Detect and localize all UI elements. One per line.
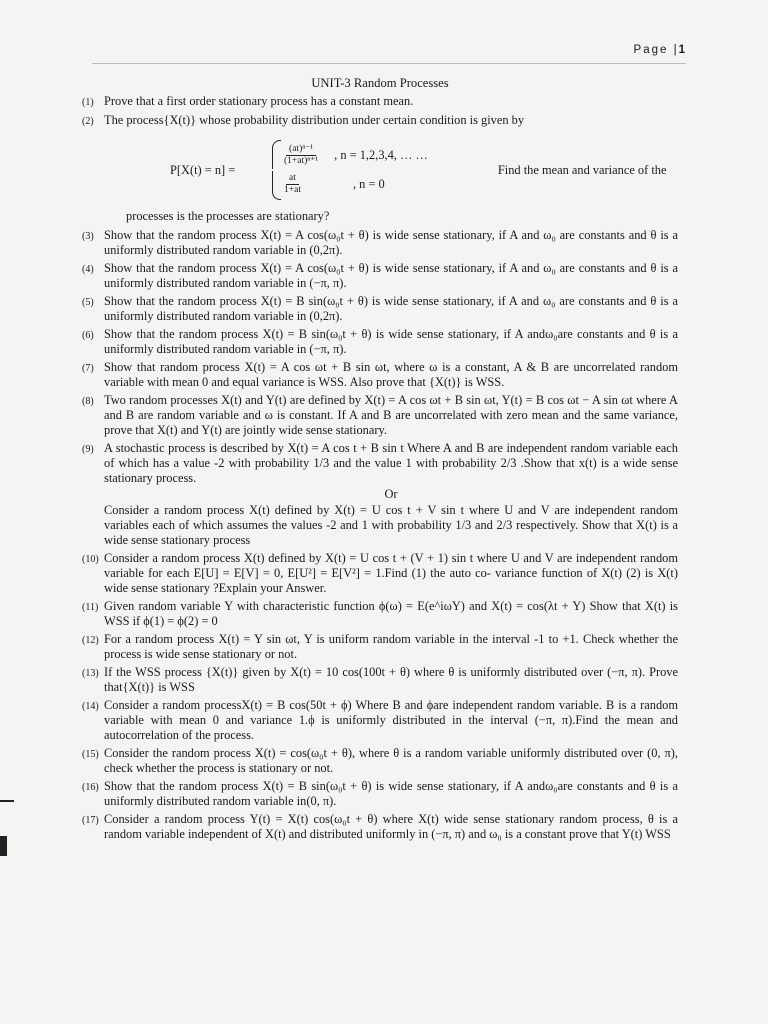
question-12 (82, 632, 678, 662)
question-text: The process{X(t)} whose probability distribution under certain condition is given by (104, 113, 525, 127)
fraction (284, 173, 301, 196)
formula-lhs: P[X(t) = n] = (170, 162, 236, 177)
question-text: Consider a random processX(t) = B cos(50t + ϕ) Where B and ϕare independent random variable. B is a random variable with mean 0 and variance 1.ϕ is uniformly distributed in the interval (−π, π).Find the mean and autocorrelation of the process. (104, 698, 678, 742)
fraction (284, 144, 318, 167)
question-number: (13) (82, 668, 99, 679)
question-number: (11) (82, 602, 99, 613)
question-15 (82, 746, 678, 776)
question-text: Consider the random process X(t) = cos(ω₀t + θ), where θ is a random variable uniformly distributed over (0, π), check whether the process is stationary or not. (104, 746, 678, 775)
case-condition: , n = 0 (352, 177, 385, 191)
question-3 (82, 228, 678, 258)
document-body (82, 76, 678, 845)
question-text: Prove that a first order stationary process has a constant mean. (104, 94, 414, 108)
scan-edge-mark (0, 836, 7, 856)
question-text: Two random processes X(t) and Y(t) are defined by X(t) = A cos ωt + B sin ωt, Y(t) = B cos ωt − A sin ωt where A and B are random variable and ω is constant. If A and B are uncorrelated with zero mean and the same variance, prove that X(t) and Y(t) are jointly wide sense stationary. (104, 393, 678, 437)
question-number: (2) (82, 116, 94, 127)
unit-title: UNIT-3 Random Processes (311, 76, 449, 90)
question-number: (12) (82, 635, 99, 646)
left-brace (266, 140, 280, 200)
question-4 (82, 261, 678, 291)
case-condition: , n = 1,2,3,4, … … (334, 148, 428, 162)
question-6 (82, 327, 678, 357)
question-text: Show that the random process X(t) = B sin(ω₀t + θ) is wide sense stationary, if A and ω₀ are constants and θ is a uniformly distributed random variable in (0,2π). (104, 294, 678, 323)
question-number: (3) (82, 231, 94, 242)
question-9-body (104, 441, 678, 548)
formula-cases (284, 144, 428, 196)
page-number-header (634, 44, 686, 56)
question-number: (5) (82, 297, 94, 308)
header-rule (92, 63, 686, 64)
question-5 (82, 294, 678, 324)
question-text: Show that the random process X(t) = A cos(ω₀t + θ) is wide sense stationary, if A and ω₀ are constants and θ is a uniformly distributed random variable in (−π, π). (104, 261, 678, 290)
formula-tail-text: Find the mean and variance of the (497, 162, 667, 177)
question-number: (16) (82, 782, 99, 793)
page-label: Page | (633, 44, 679, 56)
question-9-alternative: Consider a random process X(t) defined by X(t) = U cos t + V sin t where U and V are independent random variables each of which assumes the values -2 and 1 with probability 1/3 and 2/3 respectively. Show that X(t) is a wide sense stationary process (104, 503, 678, 547)
question-11 (82, 599, 678, 629)
question-text: Consider a random process X(t) defined by X(t) = U cos t + (V + 1) sin t where U and V are independent random variable for each E[U] = E[V] = 0, E[U²] = E[V²] = 1.Find (1) the auto co- variance function of X(t) (2) is X(t) wide sense stationary ?Explain your Answer. (104, 551, 678, 595)
question-text: Given random variable Y with characteristic function ϕ(ω) = E(e^iωY) and X(t) = cos(λt + Y) Show that X(t) is WSS if ϕ(1) = ϕ(2) = 0 (104, 599, 678, 628)
question-number: (17) (82, 815, 99, 826)
question-text: Show that the random process X(t) = A cos(ω₀t + θ) is wide sense stationary, if A and ω₀ are constants and θ is a uniformly distributed random variable in (0,2π). (104, 228, 678, 257)
numerator: at (286, 173, 299, 185)
question-10 (82, 551, 678, 596)
question-text: Consider a random process Y(t) = X(t) cos(ω₀t + θ) where X(t) wide sense stationary random process, θ is a random variable independent of X(t) and distributed uniformly in (−π, π) and ω₀ is a constant prove that Y(t) WSS (104, 812, 678, 841)
question-text: For a random process X(t) = Y sin ωt, Y is uniform random variable in the interval -1 to +1. Check whether the process is wide sense stationary or not. (104, 632, 678, 661)
question-text: Show that the random process X(t) = B sin(ω₀t + θ) is wide sense stationary, if A andω₀are constants and θ is a uniformly distributed random variable in (−π, π). (104, 327, 678, 356)
question-7 (82, 360, 678, 390)
question-14 (82, 698, 678, 743)
numerator: (at)ⁿ⁻¹ (286, 144, 316, 156)
question-number: (7) (82, 363, 94, 374)
question-text: If the WSS process {X(t)} given by X(t) = 10 cos(100t + θ) where θ is uniformly distributed over (−π, π). Prove that{X(t)} is WSS (104, 665, 678, 694)
question-number: (1) (82, 97, 94, 108)
or-separator: Or (384, 487, 398, 501)
denominator: 1+at (284, 185, 301, 195)
question-number: (9) (82, 444, 94, 455)
question-number: (4) (82, 264, 94, 275)
question-16 (82, 779, 678, 809)
question-text: Show that random process X(t) = A cos ωt + B sin ωt, where ω is a constant, A & B are uncorrelated random variable with mean 0 and equal variance is WSS. Also prove that {X(t)} is WSS. (104, 360, 678, 389)
question-number: (15) (82, 749, 99, 760)
denominator: (1+at)ⁿ⁺¹ (284, 156, 319, 166)
question-9 (82, 441, 678, 548)
page-number: 1 (678, 44, 686, 56)
scan-edge-mark (0, 800, 14, 802)
question-13 (82, 665, 678, 695)
question-17 (82, 812, 678, 842)
question-2-continuation: processes is the processes are stationary? (126, 209, 330, 223)
question-number: (6) (82, 330, 94, 341)
question-8 (82, 393, 678, 438)
question-1 (82, 94, 678, 110)
question-number: (8) (82, 396, 94, 407)
probability-formula (170, 139, 678, 201)
question-text: Show that the random process X(t) = B sin(ω₀t + θ) is wide sense stationary, if A andω₀are constants and θ is a uniformly distributed random variable in(0, π). (104, 779, 678, 808)
formula-case-1 (284, 144, 428, 167)
formula-case-2 (284, 173, 428, 196)
question-2 (82, 113, 678, 129)
question-number: (14) (82, 701, 99, 712)
question-text: A stochastic process is described by X(t) = A cos t + B sin t Where A and B are independent random variable each of which has a value -2 with probability 1/3 and the value 1 with probability 2/3 .Show that x(t) is a wide sense stationary process. (104, 441, 678, 485)
question-number: (10) (82, 554, 99, 565)
